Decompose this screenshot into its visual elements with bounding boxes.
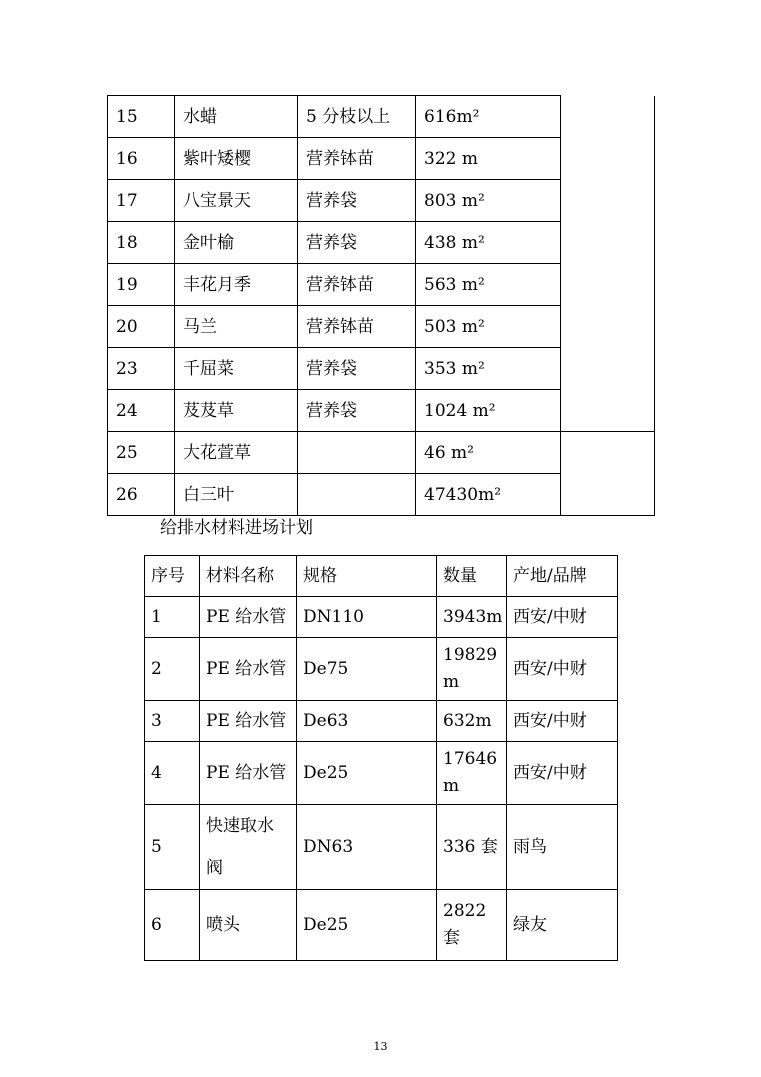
plant-name: 芨芨草	[175, 390, 298, 432]
material-name: PE 给水管	[200, 638, 297, 701]
material-spec: De25	[297, 742, 437, 805]
material-name: PE 给水管	[200, 701, 297, 742]
page-number: 13	[373, 1040, 388, 1053]
plant-name: 千屈菜	[175, 348, 298, 390]
plant-no: 26	[108, 474, 175, 516]
plant-name: 八宝景天	[175, 180, 298, 222]
plant-qty: 1024 m²	[416, 390, 561, 432]
plant-spec: 营养袋	[298, 348, 416, 390]
plant-spec: 5 分枝以上	[298, 96, 416, 138]
header-cell: 规格	[297, 556, 437, 597]
plant-no: 20	[108, 306, 175, 348]
material-spec: De25	[297, 890, 437, 961]
table-row	[145, 701, 618, 742]
material-spec: De63	[297, 701, 437, 742]
material-brand: 雨鸟	[507, 805, 618, 890]
plant-no: 16	[108, 138, 175, 180]
plant-name: 紫叶矮樱	[175, 138, 298, 180]
plant-name: 马兰	[175, 306, 298, 348]
header-cell: 产地/品牌	[507, 556, 618, 597]
plant-spec: 营养袋	[298, 222, 416, 264]
material-name: PE 给水管	[200, 742, 297, 805]
header-cell: 序号	[145, 556, 200, 597]
plant-qty: 46 m²	[416, 432, 561, 474]
material-no: 1	[145, 597, 200, 638]
material-qty: 632m	[437, 701, 507, 742]
plant-name: 丰花月季	[175, 264, 298, 306]
material-brand: 西安/中财	[507, 742, 618, 805]
plant-spec: 营养袋	[298, 390, 416, 432]
plant-qty: 616m²	[416, 96, 561, 138]
plant-qty: 563 m²	[416, 264, 561, 306]
material-name: PE 给水管	[200, 597, 297, 638]
plant-no: 15	[108, 96, 175, 138]
material-brand: 西安/中财	[507, 701, 618, 742]
material-name: 快速取水阀	[200, 805, 297, 890]
material-spec: DN110	[297, 597, 437, 638]
material-brand: 绿友	[507, 890, 618, 961]
plant-spec	[298, 474, 416, 516]
plant-qty: 803 m²	[416, 180, 561, 222]
plant-spec: 营养钵苗	[298, 264, 416, 306]
plant-no: 25	[108, 432, 175, 474]
material-no: 5	[145, 805, 200, 890]
plant-name: 大花萱草	[175, 432, 298, 474]
table-row	[145, 805, 618, 890]
plant-qty: 322 m	[416, 138, 561, 180]
plant-spec	[298, 432, 416, 474]
material-qty: 2822 套	[437, 890, 507, 961]
table-header-row	[145, 556, 618, 597]
plant-blank-cell	[561, 96, 655, 432]
table-row	[145, 597, 618, 638]
plant-name: 水蜡	[175, 96, 298, 138]
plant-spec: 营养袋	[298, 180, 416, 222]
plant-spec: 营养钵苗	[298, 138, 416, 180]
material-no: 2	[145, 638, 200, 701]
table-row	[108, 432, 655, 474]
material-name: 喷头	[200, 890, 297, 961]
material-qty: 19829 m	[437, 638, 507, 701]
plant-name: 白三叶	[175, 474, 298, 516]
plant-no: 23	[108, 348, 175, 390]
plant-no: 18	[108, 222, 175, 264]
header-cell: 数量	[437, 556, 507, 597]
plant-no: 24	[108, 390, 175, 432]
plant-qty: 438 m²	[416, 222, 561, 264]
plant-spec: 营养钵苗	[298, 306, 416, 348]
material-qty: 17646 m	[437, 742, 507, 805]
material-qty: 336 套	[437, 805, 507, 890]
section-heading: 给排水材料进场计划	[160, 518, 313, 538]
plant-qty: 503 m²	[416, 306, 561, 348]
material-brand: 西安/中财	[507, 597, 618, 638]
table-row	[145, 638, 618, 701]
header-cell: 材料名称	[200, 556, 297, 597]
material-brand: 西安/中财	[507, 638, 618, 701]
material-qty: 3943m	[437, 597, 507, 638]
plant-table	[107, 95, 655, 516]
material-spec: De75	[297, 638, 437, 701]
material-no: 4	[145, 742, 200, 805]
material-spec: DN63	[297, 805, 437, 890]
plant-blank-cell	[561, 432, 655, 516]
table-row	[145, 890, 618, 961]
plant-no: 17	[108, 180, 175, 222]
materials-table	[144, 555, 618, 961]
plant-qty: 353 m²	[416, 348, 561, 390]
material-no: 6	[145, 890, 200, 961]
table-row	[145, 742, 618, 805]
plant-name: 金叶榆	[175, 222, 298, 264]
material-no: 3	[145, 701, 200, 742]
table-row	[108, 96, 655, 138]
plant-qty: 47430m²	[416, 474, 561, 516]
plant-no: 19	[108, 264, 175, 306]
